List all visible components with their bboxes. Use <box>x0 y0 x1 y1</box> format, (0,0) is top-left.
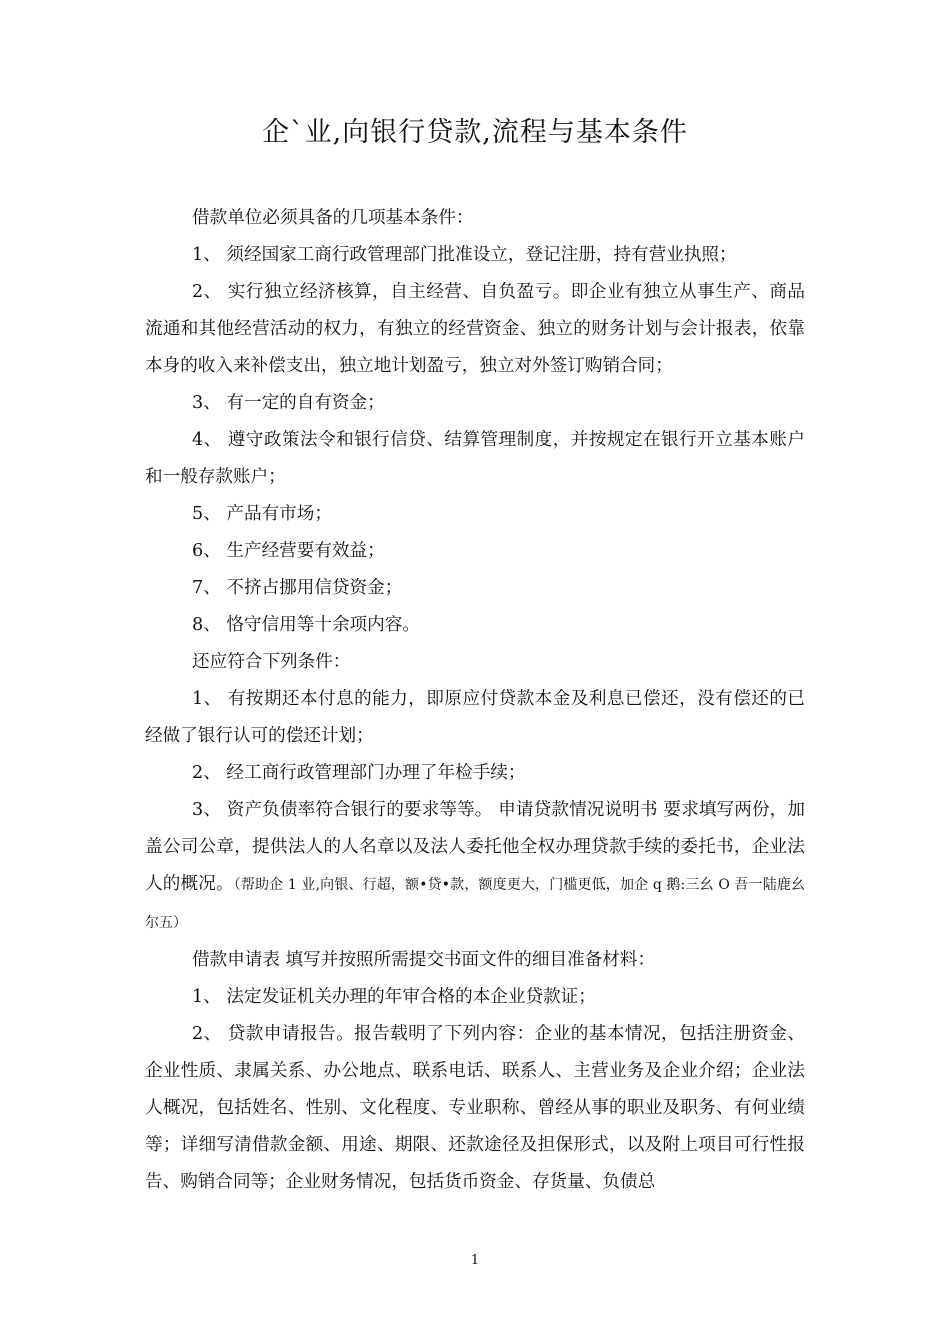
paragraph-condition-3: 3、 有一定的自有资金； <box>192 393 385 413</box>
page-number: 1 <box>470 1253 480 1268</box>
paragraph-condition-5: 5、 产品有市场； <box>192 504 332 524</box>
paragraph-additional-1: 1、 有按期还本付息的能力，即原应付贷款本金及利息已偿还，没有偿还的已经做了银行认可的偿还计划； <box>145 689 805 746</box>
paragraph-condition-6: 6、 生产经营要有效益； <box>192 541 385 561</box>
paragraph-condition-2: 2、 实行独立经济核算，自主经营、自负盈亏。即企业有独立从事生产、商品流通和其他经营活动的权力，有独立的经营资金、独立的财务计划与会计报表，依靠本身的收入来补偿支出，独立地计划盈亏，独立对外签订购销合同； <box>145 282 805 376</box>
paragraph-condition-4: 4、 遵守政策法令和银行信贷、结算管理制度，并按规定在银行开立基本账户和一般存款账户； <box>145 430 805 487</box>
paragraph-condition-7: 7、 不挤占挪用信贷资金； <box>192 578 403 598</box>
paragraph-additional-2: 2、 经工商行政管理部门办理了年检手续； <box>192 763 526 783</box>
document-body <box>145 200 805 1201</box>
paragraph-conditions-intro: 借款单位必须具备的几项基本条件： <box>192 208 474 228</box>
paragraph-additional-intro: 还应符合下列条件： <box>192 652 351 672</box>
paragraph-material-1: 1、 法定发证机关办理的年审合格的本企业贷款证； <box>192 987 596 1007</box>
paragraph-condition-8: 8、 恪守信用等十余项内容。 <box>192 615 420 635</box>
paragraph-condition-1: 1、 须经国家工商行政管理部门批准设立，登记注册，持有营业执照； <box>192 245 737 265</box>
paragraph-additional-3-text: 3、 资产负债率符合银行的要求等等。 申请贷款情况说明书 要求填写两份，加盖公司公章，提供法人的人名章以及法人委托他全权办理贷款手续的委托书，企业法人的概况。 <box>145 800 805 894</box>
paragraph-additional-3 <box>145 792 805 942</box>
inline-note: （帮助企 1 业,向银、行超，额•贷•款，额度更大，门槛更低，加企 q 鹅:三幺 O 吾一陆鹿幺尔五） <box>145 877 805 931</box>
paragraph-application-intro: 借款申请表 填写并按照所需提交书面文件的细目准备材料： <box>192 950 656 970</box>
document-title: 企`业,向银行贷款,流程与基本条件 <box>262 117 688 148</box>
paragraph-material-2: 2、 贷款申请报告。报告载明了下列内容：企业的基本情况，包括注册资金、企业性质、隶属关系、办公地点、联系电话、联系人、主营业务及企业介绍；企业法人概况，包括姓名、性别、文化程度、专业职称、曾经从事的职业及职务、有何业绩等；详细写清借款金额、用途、期限、还款途径及担保形式，以及附上项目可行性报告、购销合同等；企业财务情况，包括货币资金、存货量、负债总 <box>145 1024 805 1192</box>
